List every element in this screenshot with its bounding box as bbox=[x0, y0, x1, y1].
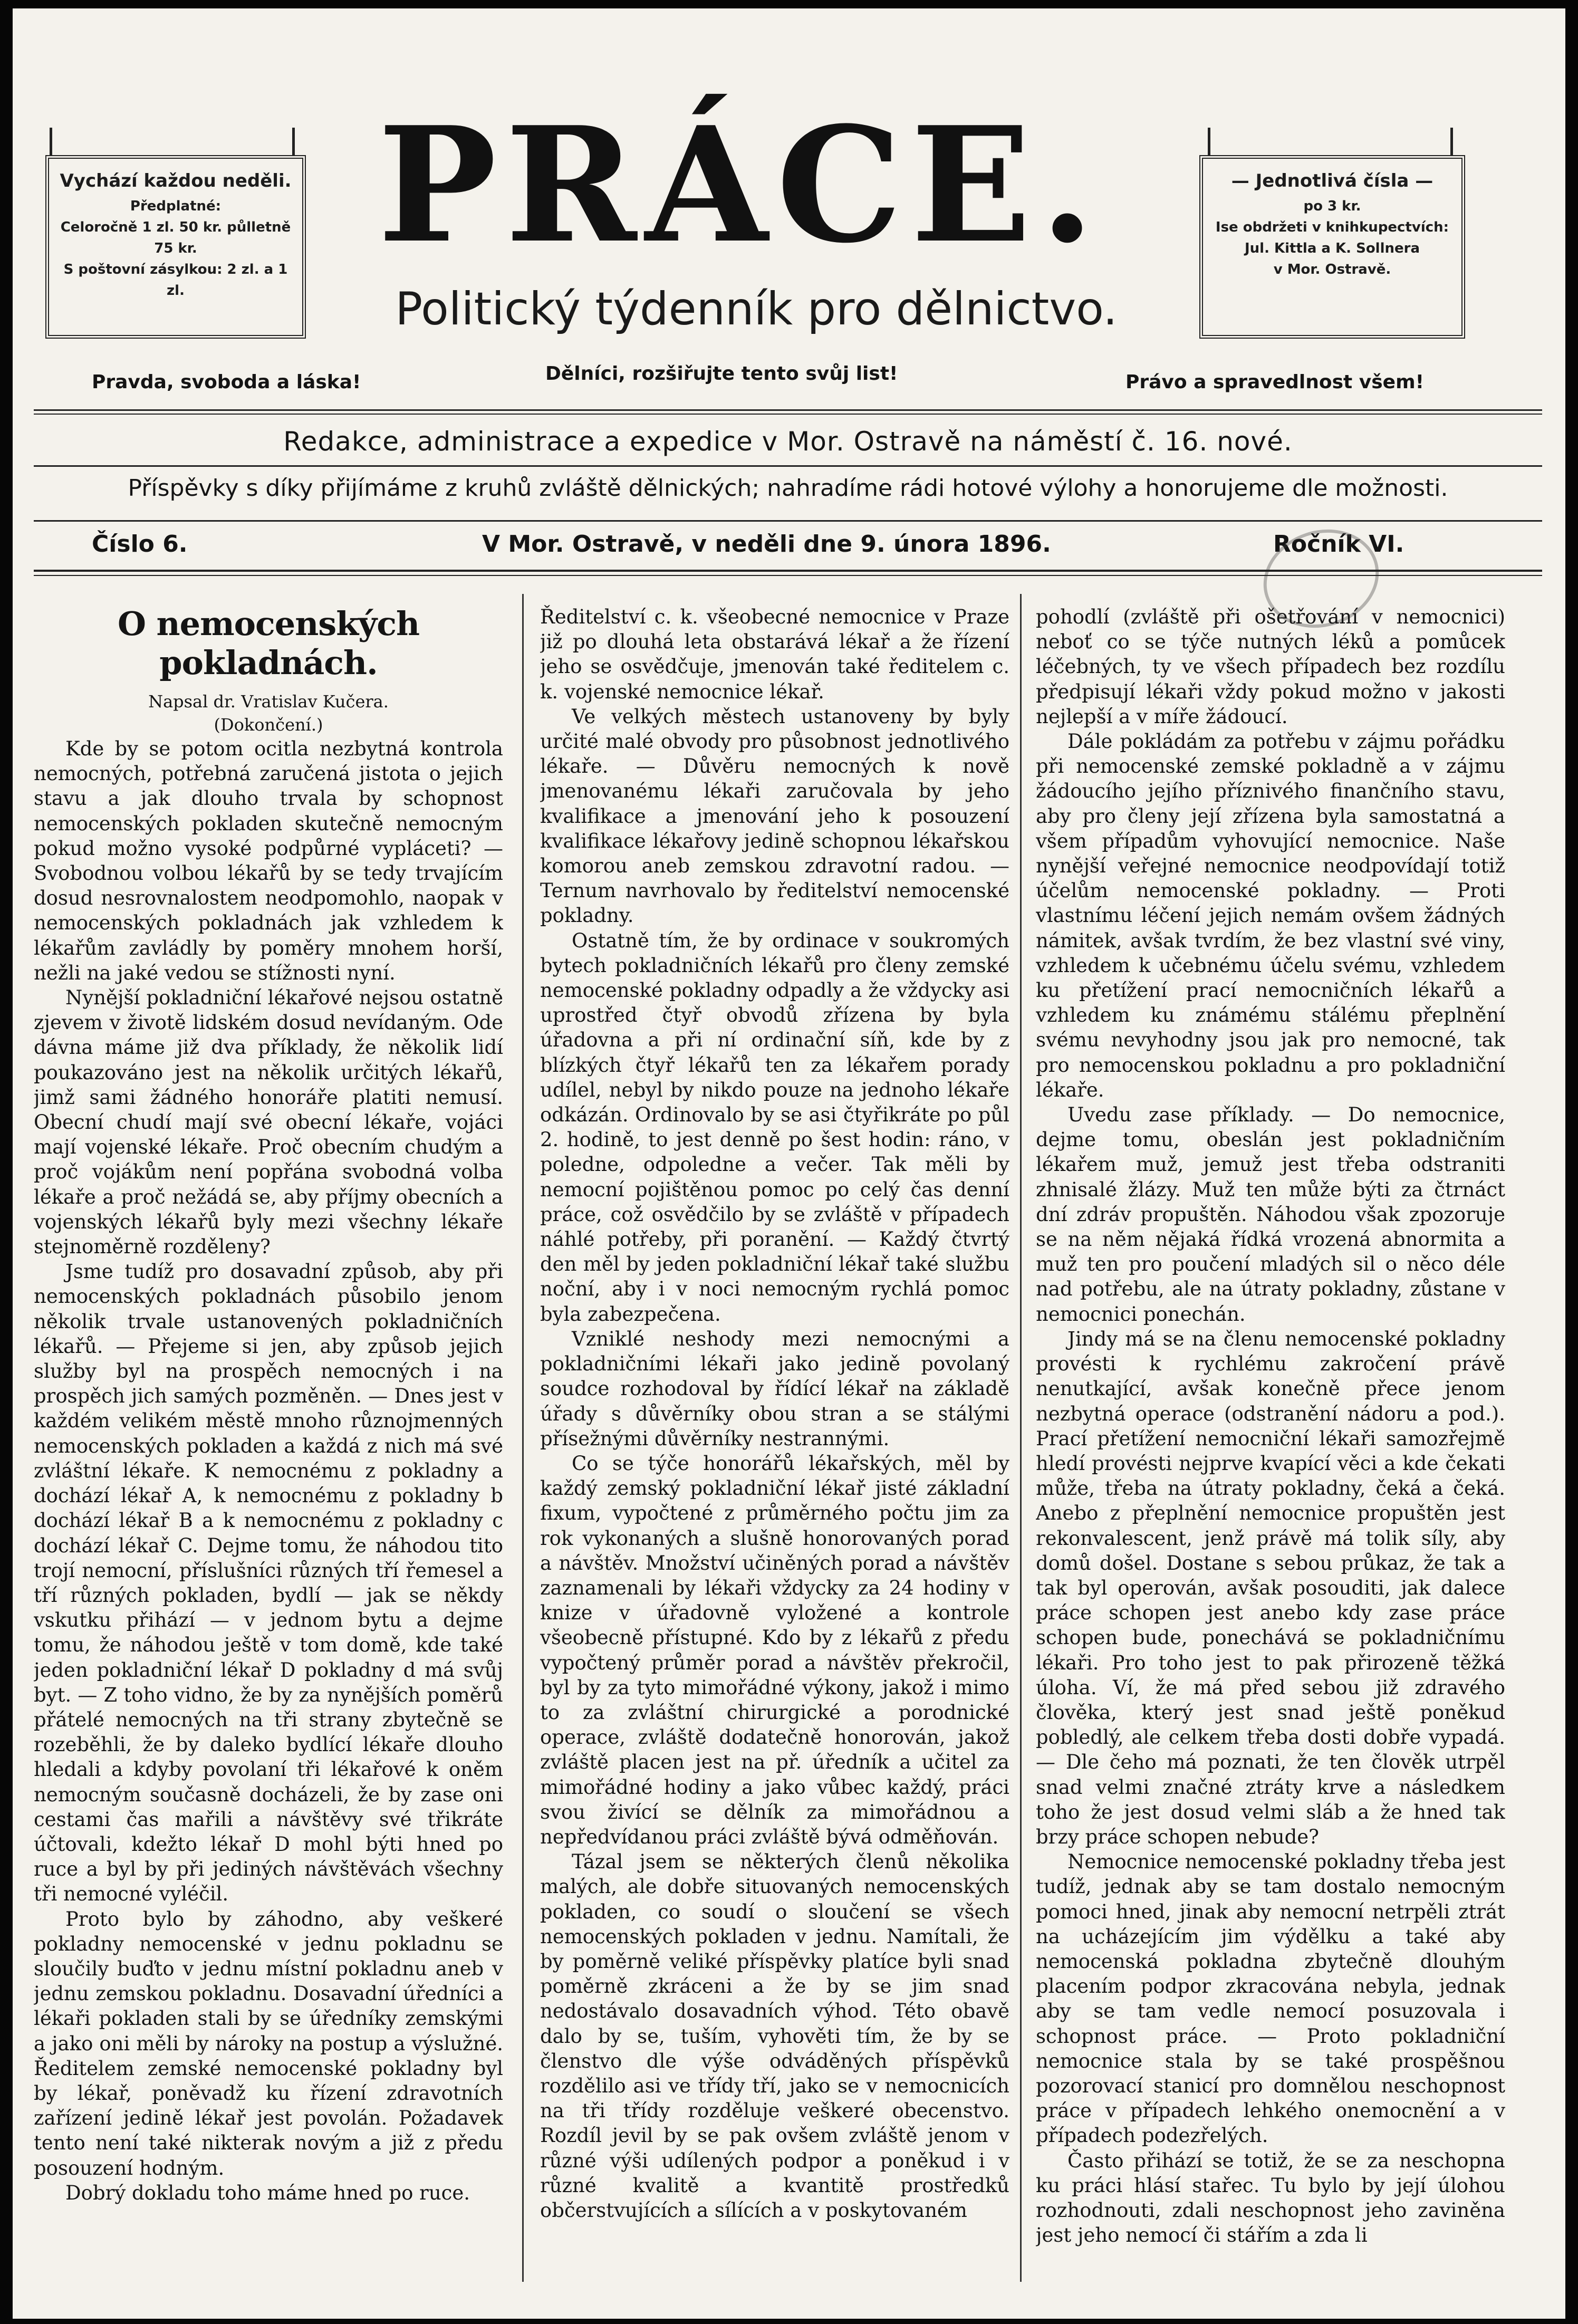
newspaper-page bbox=[13, 8, 1565, 2319]
subscription-box bbox=[45, 155, 306, 339]
paragraph: Co se týče honorářů lékařských, měl by každý zemský pokladniční lékař jisté základní fixum, vypočtené z průměrného počtu jim za rok vykonaných a slušně honorovaných porad a návštěv. Množství učiněných porad a návštěv zaznamenali by lékaři vždycky za 24 hodiny v knize v úřadovně vyložené a kontrole všeobecně přístupné. Kdo by z lékařů z předu vypočtený průměr porad a návštěv překročil, byl by za tyto mimořádné výkony, jakož i mimo to za zvláštní chirurgické a porodnické operace, zvláště dodatečně honorován, jakož zvláště placen jest na př. úředník a učitel za mimořádné hodiny a jako vůbec každý, práci svou živící se dělník za mimořádnou a nepředvídanou práci zvláště bývá odměňován. bbox=[540, 1452, 1009, 1848]
newspaper-subtitle: Politický týdenník pro dělnictvo. bbox=[395, 283, 1118, 335]
paragraph: Dobrý dokladu toho máme hned po ruce. bbox=[65, 2181, 470, 2204]
contributions-line: Příspěvky s díky přijímáme z kruhů zvláště dělnických; nahradíme rádi hotové výlohy a honorujeme dle možnosti. bbox=[128, 475, 1448, 502]
divider bbox=[34, 575, 1542, 576]
corner-mark bbox=[50, 128, 52, 155]
corner-mark bbox=[292, 128, 295, 155]
paragraph: Dále pokládám za potřebu v zájmu pořádku při nemocenské zemské pokladně a v zájmu žádoucího jejího příznivého finančního stavu, aby pro členy její zřízena byla samostatná a všem případům vyhovující nemocnice. Naše nynější veřejné nemocnice neodpovídají totiž účelům nemocenské pokladny. — Proti vlastnímu léčení jejich nemám ovšem žádných námitek, avšak tvrdím, že bez vlastní své viny, vzhledem k učebnému účelu svému, vzhledem ku přetížení prací nemocničních lékařů a vzhledem ku známému stálému přeplnění svému nevyhodny jsou jak pro nemocné, tak pro nemocenskou pokladnu a pro pokladniční lékaře. bbox=[1036, 730, 1505, 1101]
single-issue-line: v Mor. Ostravě. bbox=[1273, 262, 1391, 277]
paragraph: Vzniklé neshody mezi nemocnými a pokladničními lékaři jako jedině povolaný soudce rozhodoval by řídící lékař na základě úřady s důvěrníky obou stran a se stálými přísežnými důvěrníky nestrannými. bbox=[540, 1327, 1009, 1450]
subscription-line: Celoročně 1 zl. 50 kr. půlletně 75 kr. bbox=[60, 219, 291, 256]
motto-left: Pravda, svoboda a láska! bbox=[92, 371, 361, 393]
divider bbox=[34, 520, 1542, 522]
paragraph: Často přihází se totiž, že se za neschopna ku práci hlásí stařec. Tu bylo by její úlohou rozhodnouti, zdali neschopnost jeho zaviněna jest jeho nemocí či stářím a zda li bbox=[1036, 2149, 1505, 2247]
paragraph: Uvedu zase příklady. — Do nemocnice, dejme tomu, obeslán jest pokladničním lékařem muž, jemuž jest třeba odstraniti zhnisalé žlázy. Muž ten může býti za čtrnáct dní zdráv propuštěn. Náhodou však zpozoruje se na něm nějaká řídká vrozená abnormita a muž ten pro poučení mladých sil o něco déle nad potřebu, ale na útraty pokladny, zůstane v nemocnici ponechán. bbox=[1036, 1103, 1505, 1326]
paragraph: Kde by se potom ocitla nezbytná kontrola nemocných, potřebná zaručená jistota o jejich stavu a jak dlouho trvala by schopnost nemocenských pokladen skutečně nemocným pokud možno vysoké podpůrné vypláceti? — Svobodnou volbou lékařů by se tedy trvajícím dosud nesrovnalostem neodpomohlo, naopak v nemocenských pokladnách jak vzhledem k lékařům zavládly by poměry mnohem horší, nežli na jaké vedou se stížnosti nyní. bbox=[34, 737, 503, 984]
subscription-line: Předplatné: bbox=[130, 198, 222, 214]
column-rule bbox=[1020, 594, 1022, 2282]
paragraph: Jindy má se na členu nemocenské pokladny provésti k rychlému zakročení právě nenutkající, avšak konečně přece jenom nezbytná operace (odstranění nádoru a pod.). Prací přetížení nemocniční lékaři samozřejmě hledí provésti nejprve kvapící věci a kde čekati může, třeba na útraty pokladny, čeká a čeká. Anebo z přeplnění nemocnice propuštěn jest rekonvalescent, jenž právě má tolik síly, aby domů došel. Dostane s sebou průkaz, že tak a tak byl operován, avšak posouditi, jak dalece práce schopen jest anebo kdy zase práce schopen bude, ponechává se pokladničnímu lékaři. Pro toho jest to pak přirozeně těžká úloha. Ví, že má před sebou již zdravého člověka, který jest snad ještě poněkud pobledlý, ale celkem třeba dosti dobře vypadá. — Dle čeho má poznati, že ten člověk utrpěl snad velmi značné ztráty krve a následkem toho že jest dosud velmi sláb a že hned tak brzy práce schopen nebude? bbox=[1036, 1327, 1505, 1848]
column-rule bbox=[522, 594, 524, 2282]
volume-number: Ročník VI. bbox=[1273, 531, 1404, 558]
column-1 bbox=[34, 604, 503, 2266]
divider bbox=[34, 570, 1542, 572]
address-line: Redakce, administrace a expedice v Mor. Ostravě na náměstí č. 16. nové. bbox=[283, 426, 1293, 457]
column-2 bbox=[540, 604, 1009, 2266]
single-issue-box bbox=[1199, 155, 1465, 339]
paragraph: Proto bylo by záhodno, aby veškeré pokladny nemocenské v jednu pokladnu se sloučily buďto v jednu místní pokladnu aneb v jednu zemskou pokladnu. Dosavadní úředníci a lékaři pokladen stali by se úředníky zemskými a jako oni měli by nároky na postup a výslužné. Ředitelem zemské nemocenské pokladny byl by lékař, poněvadž ku řízení zdravotních zařízení jedině lékař jest povolán. Požadavek tento není také nikterak novým a již z předu posouzení hodným. bbox=[34, 1907, 503, 2179]
subscription-heading: Vychází každou neděli. bbox=[60, 170, 292, 191]
divider bbox=[34, 409, 1542, 411]
divider bbox=[34, 414, 1542, 415]
paragraph: Nynější pokladniční lékařové nejsou ostatně zjevem v životě lidském dosud nevídaným. Ode dávna máme již dva příklady, že několik lidí poukazováno jest na několik určitých lékařů, jimž sami žádného honoráře platiti nemusí. Obecní chudí mají své obecní lékaře, vojáci mají vojenské lékaře. Proč obecním chudým a proč vojákům není popřána svobodná volba lékaře a proč nežádá se, aby příjmy obecních a vojenských lékařů byly mezi všechny lékaře stejnoměrně rozděleny? bbox=[34, 986, 503, 1259]
article-byline: Napsal dr. Vratislav Kučera. bbox=[148, 692, 389, 712]
paragraph: Ve velkých městech ustanoveny by byly určité malé obvody pro působnost jednotlivého lékaře. — Důvěru nemocných k nově jmenovanému lékaři zaručovala by jeho kvalifikace a jmenování jeho k posouzení kvalifikace lékařovy jedině schopnou lékařskou komorou aneb zemskou zdravotní radou. — Ternum navrhovalo by ředitelství nemocenské pokladny. bbox=[540, 705, 1009, 927]
paragraph: Ostatně tím, že by ordinace v soukromých bytech pokladničních lékařů pro členy zemské nemocenské pokladny odpadly a že vždycky asi uprostřed čtyř obvodů zřízena by byla úřadovna a při ní ordinační síň, kde by z blízkých čtyř lékařů ten za lékařem porady udílel, nebyl by nikdo pouze na jednoho lékaře odkázán. Ordinovalo by se asi čtyřikráte po půl 2. hodině, to jest denně po šest hodin: ráno, v poledne, odpoledne a večer. Tak měli by nemocní pojištěnou pomoc po celý čas denní práce, což osvědčilo by se zvláště v případech náhlé potřeby, při poranění. — Každý čtvrtý den měl by jeden pokladniční lékař také službu noční, aby i v noci nemocným rychlá pomoc byla zabezpečena. bbox=[540, 929, 1009, 1326]
paragraph: pohodlí (zvláště při ošetřování v nemocnici) neboť co se týče nutných léků a pomůcek léčebných, ty ve všech případech bez rozdílu předpisují lékaři vždy pokud možno v jakosti nejlepší a v míře žádoucí. bbox=[1036, 606, 1505, 728]
corner-mark bbox=[1208, 128, 1210, 155]
continued-note: (Dokončení.) bbox=[214, 715, 323, 735]
single-issue-line: Ise obdržeti v knihkupectvích: bbox=[1215, 219, 1449, 235]
single-issue-line: po 3 kr. bbox=[1303, 198, 1361, 214]
issue-date: V Mor. Ostravě, v neděli dne 9. února 1896. bbox=[482, 531, 1051, 558]
paragraph: Ředitelství c. k. všeobecné nemocnice v Praze již po dlouhá leta obstarává lékař a že řízení jeho se osvědčuje, jmenován také ředitelem c. k. vojenské nemocnice lékař. bbox=[540, 606, 1009, 703]
column-3 bbox=[1036, 604, 1505, 2266]
divider bbox=[34, 465, 1542, 467]
single-issue-heading: — Jednotlivá čísla — bbox=[1231, 170, 1433, 191]
single-issue-line: Jul. Kittla a K. Sollnera bbox=[1244, 241, 1420, 256]
newspaper-title: PRÁCE. bbox=[378, 92, 1103, 278]
article-title: O nemocenských pokladnách. bbox=[117, 604, 420, 682]
paragraph: Jsme tudíž pro dosavadní způsob, aby při nemocenských pokladnách působilo jenom několik trvale ustanovených pokladničních lékařů. — Přejeme si jen, aby způsob jejich služby byl na prospěch nemocných i na prospěch jich samých pozměněn. — Dnes jest v každém velikém městě mnoho různojmenných nemocenských pokladen a každá z nich má své zvláštní lékaře. K nemocnému z pokladny a dochází lékař A, k nemocnému z pokladny b dochází lékař B a k nemocnému z pokladny c dochází lékař C. Dejme tomu, že náhodou tito trojí nemocní, příslušníci různých tří řemesel a tří různých pokladen, bydlí — jak se někdy vskutku přihází — v jednom bytu a dejme tomu, že náhodou ještě v tom domě, kde také jeden pokladniční lékař D pokladny d má svůj byt. — Z toho vidno, že by za nynějších poměrů přátelé nemocných na tři strany zbytečně se rozeběhli, že by daleko bydlící lékaře dlouho hledali a kdyby povolaní tři lékařové k oněm nemocným současně docházeli, že by zase oni cestami čas mařili a návštěvy své třikráte účtovali, kdežto lékař D mohl býti hned po ruce a byl by při jediných návštěvách všechny tři nemocné vyléčil. bbox=[34, 1260, 503, 1906]
paragraph: Nemocnice nemocenské pokladny třeba jest tudíž, jednak aby se tam dostalo nemocným pomoci hned, jinak aby nemocní netrpěli ztrát na ucházejícím jim výdělku a také aby nemocenská pokladna zbytečně dlouhým placením podpor zkracována nebyla, jednak aby se tam vedle nemocí posuzovala i schopnost práce. — Proto pokladniční nemocnice stala by se také prospěšnou pozorovací stanicí pro domnělou neschopnost práce v případech lehkého onemocnění a v případech podezřelých. bbox=[1036, 1850, 1505, 2147]
paragraph: Tázal jsem se některých členů několika malých, ale dobře situovaných nemocenských pokladen, co soudí o sloučení se všech nemocenských pokladen v jednu. Namítali, že by poměrně veliké příspěvky platíce byli snad poměrně zkráceni a že by se jim snad nedostávalo dosavadních výhod. Této obavě dalo by se, tuším, vyhověti tím, že by se členstvo dle výše odváděných příspěvků rozdělilo asi ve třídy tří, jako se v nemocnicích na tři třídy rozděluje veškeré obecenstvo. Rozdíl jevil by se pak ovšem zvláště jenom v různé výši udílených podpor a poněkud i v různé kvalitě a kvantitě prostředků občerstvujících a sílících a v poskytovaném bbox=[540, 1850, 1009, 2222]
motto-center: Dělníci, rozšiřujte tento svůj list! bbox=[545, 363, 898, 385]
subscription-line: S poštovní zásylkou: 2 zl. a 1 zl. bbox=[63, 262, 288, 299]
corner-mark bbox=[1450, 128, 1453, 155]
motto-right: Právo a spravedlnost všem! bbox=[1125, 371, 1424, 393]
issue-number: Číslo 6. bbox=[92, 531, 188, 558]
